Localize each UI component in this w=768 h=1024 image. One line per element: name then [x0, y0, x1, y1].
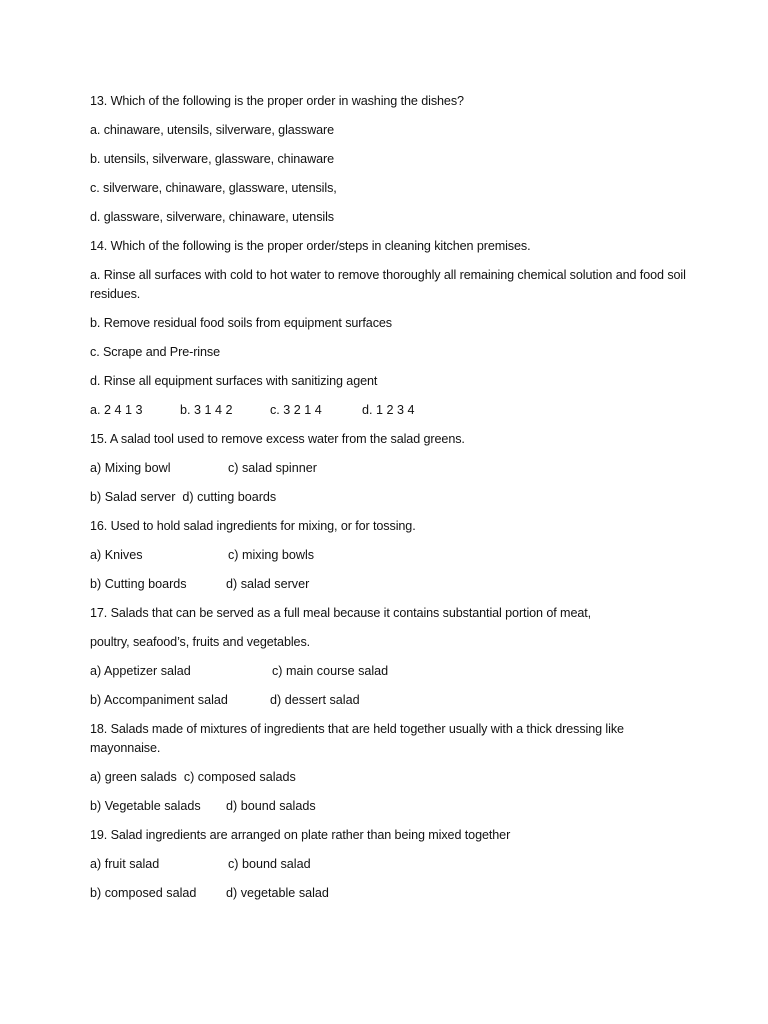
question-14-option-a: a. Rinse all surfaces with cold to hot water to remove thoroughly all remaining chemical solution and food soil residues. [90, 268, 686, 301]
question-16-option-a: a) Knives [90, 548, 143, 562]
question-16-option-b: b) Cutting boards [90, 577, 187, 591]
question-16-option-d: d) salad server [226, 577, 310, 591]
question-18-row-1 [90, 768, 690, 787]
question-15-option-a: a) Mixing bowl [90, 461, 171, 475]
question-13-option-c: c. silverware, chinaware, glassware, utensils, [90, 181, 337, 195]
question-16-stem: 16. Used to hold salad ingredients for mixing, or for tossing. [90, 519, 416, 533]
question-16-row-1 [90, 546, 690, 565]
question-14-option-b: b. Remove residual food soils from equipment surfaces [90, 316, 392, 330]
question-14-answer-b: b. 3 1 4 2 [180, 403, 233, 417]
question-14-option-d: d. Rinse all equipment surfaces with sanitizing agent [90, 374, 378, 388]
question-19-option-b: b) composed salad [90, 886, 197, 900]
question-18-option-d: d) bound salads [226, 799, 316, 813]
question-14-stem: 14. Which of the following is the proper order/steps in cleaning kitchen premises. [90, 239, 531, 253]
question-15-option-b: b) Salad server [90, 490, 176, 504]
question-17-option-d: d) dessert salad [270, 693, 360, 707]
question-16-row-2 [90, 575, 690, 594]
question-15-option-c: c) salad spinner [228, 461, 317, 475]
question-13-option-d: d. glassware, silverware, chinaware, utensils [90, 210, 334, 224]
question-19-option-c: c) bound salad [228, 857, 311, 871]
question-17-option-b: b) Accompaniment salad [90, 693, 228, 707]
document-page [90, 92, 690, 913]
question-14-answer-choices [90, 401, 690, 420]
question-18-row-2 [90, 797, 690, 816]
question-14-option-c: c. Scrape and Pre-rinse [90, 345, 220, 359]
question-15-row-2 [90, 488, 690, 507]
question-18-stem: 18. Salads made of mixtures of ingredients that are held together usually with a thick dressing like mayonnaise. [90, 722, 624, 755]
question-17-option-a: a) Appetizer salad [90, 664, 191, 678]
question-19-row-1 [90, 855, 690, 874]
question-17-row-2 [90, 691, 690, 710]
question-16-option-c: c) mixing bowls [228, 548, 315, 562]
question-19-option-d: d) vegetable salad [226, 886, 329, 900]
question-15-stem: 15. A salad tool used to remove excess water from the salad greens. [90, 432, 465, 446]
question-18-option-b: b) Vegetable salads [90, 799, 201, 813]
question-15-row-1 [90, 459, 690, 478]
question-17-stem-line-1: 17. Salads that can be served as a full meal because it contains substantial portion of meat, [90, 606, 592, 620]
question-17-row-1 [90, 662, 690, 681]
question-13-option-b: b. utensils, silverware, glassware, chinaware [90, 152, 334, 166]
question-14-answer-a: a. 2 4 1 3 [90, 403, 143, 417]
question-13-option-a: a. chinaware, utensils, silverware, glassware [90, 123, 334, 137]
question-19-stem: 19. Salad ingredients are arranged on plate rather than being mixed together [90, 828, 511, 842]
question-17-option-c: c) main course salad [272, 664, 389, 678]
question-17-stem-line-2: poultry, seafood’s, fruits and vegetables. [90, 635, 311, 649]
question-18-option-a: a) green salads [90, 770, 177, 784]
question-19-option-a: a) fruit salad [90, 857, 160, 871]
question-19-row-2 [90, 884, 690, 903]
question-15-option-d: d) cutting boards [182, 490, 277, 504]
question-14-answer-d: d. 1 2 3 4 [362, 403, 415, 417]
question-14-answer-c: c. 3 2 1 4 [270, 403, 322, 417]
question-18-option-c: c) composed salads [183, 770, 296, 784]
question-13-stem: 13. Which of the following is the proper order in washing the dishes? [90, 94, 464, 108]
